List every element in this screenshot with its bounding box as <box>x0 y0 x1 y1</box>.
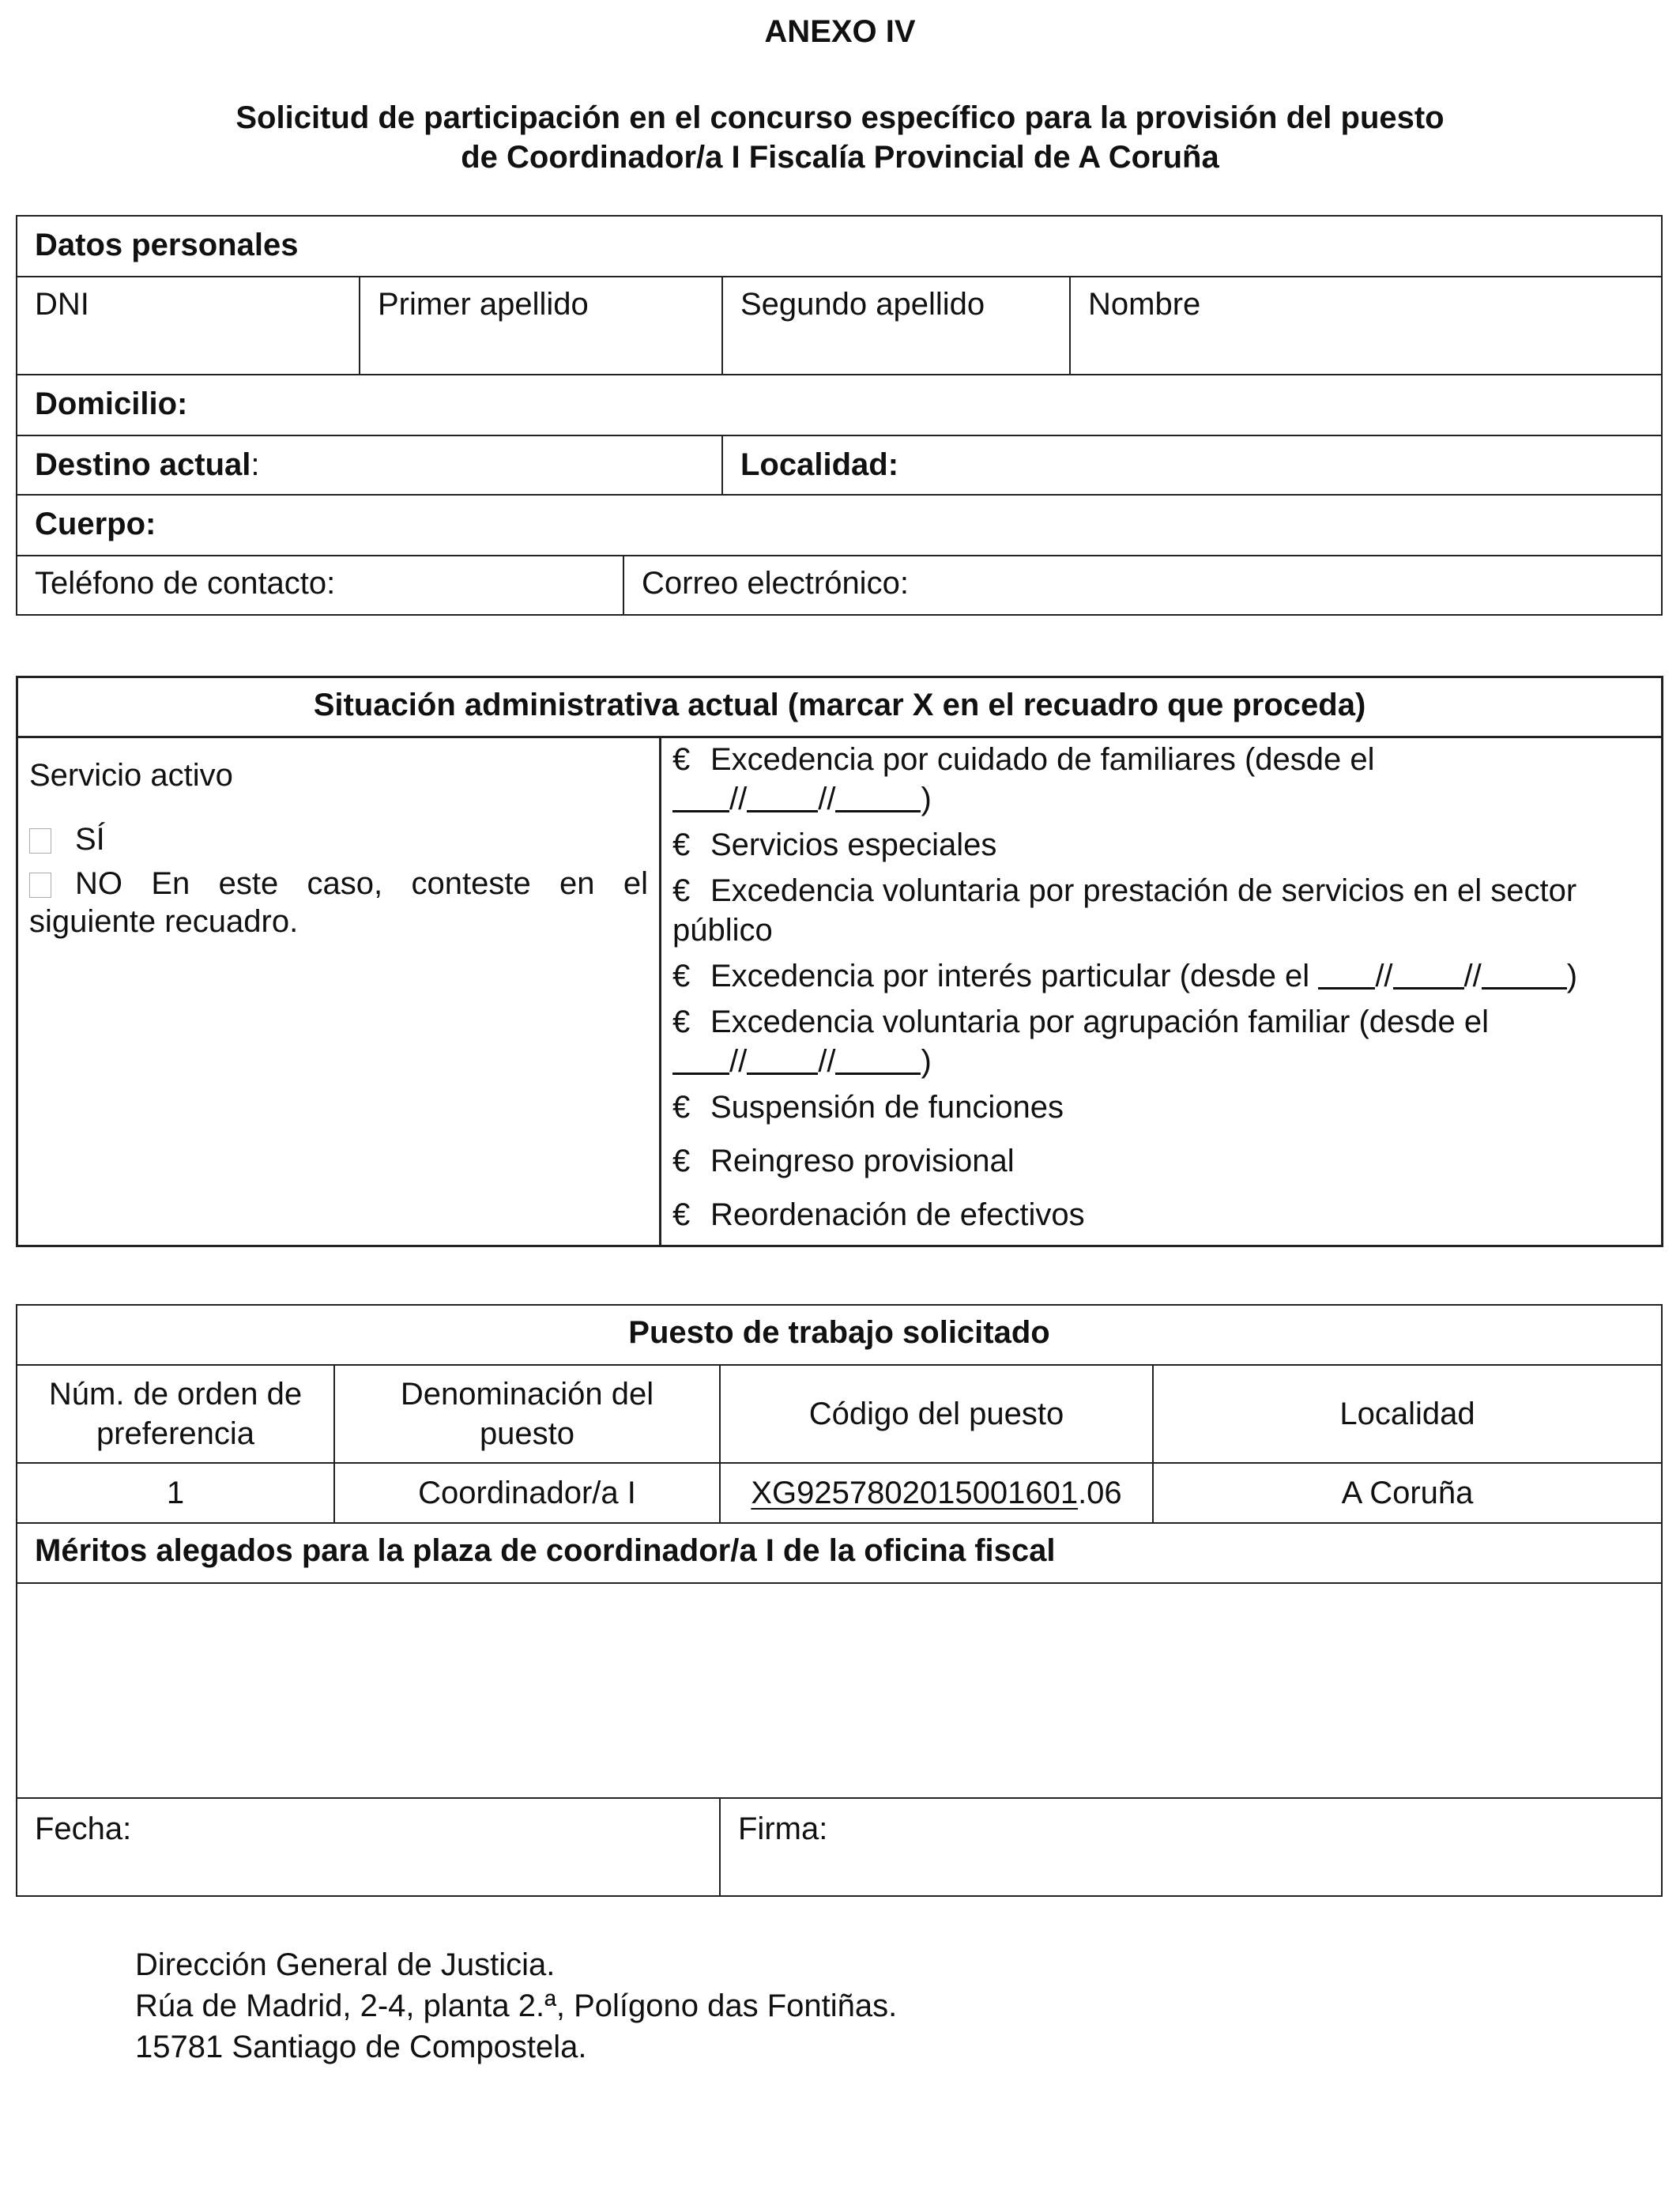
date-sep: // <box>1463 959 1482 993</box>
checkbox-euro-icon[interactable]: € <box>672 827 691 862</box>
cell-orden: 1 <box>17 1463 334 1523</box>
option-no[interactable] <box>29 865 648 941</box>
current-post-label: Destino actual <box>35 447 251 482</box>
checkbox-euro-icon[interactable]: € <box>672 1144 691 1178</box>
checkbox-euro-icon[interactable]: € <box>672 1005 691 1039</box>
option-cuidado[interactable] <box>672 740 1650 819</box>
name-field[interactable]: Nombre <box>1070 277 1662 375</box>
option-especiales-label: Servicios especiales <box>710 827 997 862</box>
second-surname-field[interactable]: Segundo apellido <box>722 277 1070 375</box>
code-suffix: .06 <box>1078 1475 1122 1510</box>
situation-options-cell <box>661 737 1663 1246</box>
date-blanks-cuidado[interactable] <box>672 782 932 816</box>
current-post-colon: : <box>250 447 260 482</box>
code-underlined: XG9257802015001601 <box>751 1475 1079 1510</box>
option-suspension[interactable] <box>672 1088 1650 1127</box>
date-sep: // <box>729 1044 748 1079</box>
form-title-line1: Solicitud de participación en el concurso específico para la provisión del puesto <box>235 100 1445 135</box>
cell-denominacion: Coordinador/a I <box>334 1463 720 1523</box>
option-suspension-label: Suspensión de funciones <box>710 1090 1064 1125</box>
si-checkbox[interactable] <box>29 828 51 854</box>
option-reordenacion-label: Reordenación de efectivos <box>710 1197 1085 1232</box>
footer-address <box>135 1944 897 2068</box>
active-service-cell <box>17 737 661 1246</box>
address-field[interactable]: Domicilio: <box>17 375 1662 435</box>
checkbox-euro-icon[interactable]: € <box>672 1090 691 1125</box>
personal-data-header: Datos personales <box>17 216 1662 277</box>
option-reordenacion[interactable] <box>672 1195 1650 1235</box>
locality-field[interactable]: Localidad: <box>722 435 1662 495</box>
requested-position-table <box>16 1304 1663 1897</box>
footer-line1: Dirección General de Justicia. <box>135 1947 556 1982</box>
merits-field[interactable] <box>17 1583 1662 1798</box>
option-agrupacion[interactable] <box>672 1002 1650 1081</box>
option-reingreso-label: Reingreso provisional <box>710 1144 1015 1178</box>
date-close: ) <box>921 1044 932 1079</box>
option-sector-publico-label: Excedencia voluntaria por prestación de servicios en el sector público <box>672 873 1577 948</box>
personal-data-table <box>16 215 1663 616</box>
first-surname-field[interactable]: Primer apellido <box>360 277 722 375</box>
checkbox-euro-icon[interactable]: € <box>672 742 691 777</box>
date-sep: // <box>818 1044 836 1079</box>
corps-field[interactable]: Cuerpo: <box>17 495 1662 556</box>
option-cuidado-label: Excedencia por cuidado de familiares (desde el <box>710 742 1375 777</box>
cell-localidad: A Coruña <box>1153 1463 1662 1523</box>
checkbox-euro-icon[interactable]: € <box>672 959 691 993</box>
checkbox-euro-icon[interactable]: € <box>672 1197 691 1232</box>
si-label: SÍ <box>75 822 105 857</box>
email-field[interactable]: Correo electrónico: <box>623 556 1662 615</box>
active-service-label: Servicio activo <box>29 758 233 793</box>
option-si[interactable] <box>29 820 648 858</box>
admin-situation-table <box>16 676 1663 1247</box>
signature-field[interactable]: Firma: <box>720 1798 1662 1896</box>
col-header-codigo: Código del puesto <box>720 1365 1153 1463</box>
date-blanks-interes[interactable] <box>1318 959 1577 993</box>
no-label: NO En este caso, conteste en el siguiente recuadro. <box>29 866 648 939</box>
no-checkbox[interactable] <box>29 873 51 898</box>
requested-position-header: Puesto de trabajo solicitado <box>17 1305 1662 1365</box>
annex-title: ANEXO IV <box>764 14 916 49</box>
form-title <box>0 98 1680 177</box>
phone-field[interactable]: Teléfono de contacto: <box>17 556 623 615</box>
footer-line2: Rúa de Madrid, 2-4, planta 2.ª, Polígono das Fontiñas. <box>135 1989 898 2023</box>
date-close: ) <box>1566 959 1578 993</box>
option-reingreso[interactable] <box>672 1141 1650 1181</box>
cell-codigo <box>720 1463 1153 1523</box>
option-interes[interactable] <box>672 956 1650 996</box>
date-sep: // <box>729 782 748 816</box>
col-header-denominacion: Denominación del puesto <box>334 1365 720 1463</box>
date-sep: // <box>1375 959 1393 993</box>
option-interes-label: Excedencia por interés particular (desde el <box>710 959 1310 993</box>
checkbox-euro-icon[interactable]: € <box>672 873 691 908</box>
option-sector-publico[interactable] <box>672 871 1650 950</box>
date-sep: // <box>818 782 836 816</box>
admin-situation-header: Situación administrativa actual (marcar X en el recuadro que proceda) <box>17 677 1663 737</box>
option-especiales[interactable] <box>672 825 1650 865</box>
footer-line3: 15781 Santiago de Compostela. <box>135 2030 587 2064</box>
option-agrupacion-label: Excedencia voluntaria por agrupación familiar (desde el <box>710 1005 1489 1039</box>
date-blanks-agrupacion[interactable] <box>672 1044 932 1079</box>
col-header-localidad: Localidad <box>1153 1365 1662 1463</box>
col-header-orden: Núm. de orden de preferencia <box>17 1365 334 1463</box>
date-field[interactable]: Fecha: <box>17 1798 720 1896</box>
dni-field[interactable]: DNI <box>17 277 360 375</box>
current-post-field[interactable] <box>17 435 722 495</box>
form-title-line2: de Coordinador/a I Fiscalía Provincial de A Coruña <box>461 140 1219 175</box>
date-close: ) <box>921 782 932 816</box>
merits-header: Méritos alegados para la plaza de coordinador/a I de la oficina fiscal <box>17 1523 1662 1583</box>
